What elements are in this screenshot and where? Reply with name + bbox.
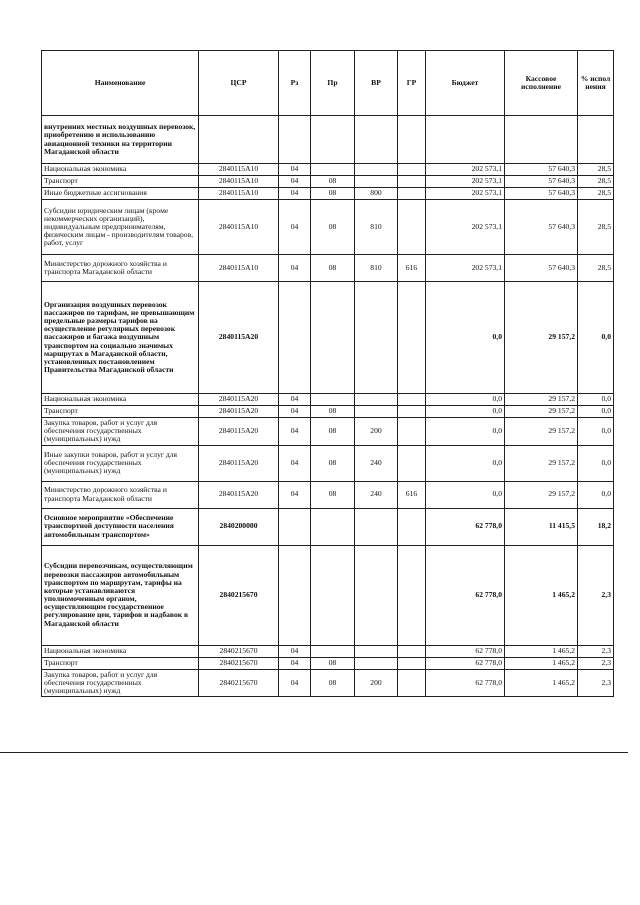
row-csr-cell: 2840115А20 [199,282,279,394]
row-csr-cell: 2840215670 [199,645,279,657]
table-row [42,282,614,394]
row-pct-cell: 28,5 [578,188,614,200]
row-name-cell: внутренних местных воздушных перевозок, приобретению и использованию авиационной техники на территории Магаданской области [42,116,199,164]
row-csr-cell: 2840115А20 [199,406,279,418]
row-pr-cell [311,545,355,645]
row-pr-cell: 08 [311,481,355,508]
row-pct-cell: 28,5 [578,176,614,188]
header-name: Наименование [42,51,199,116]
table-row [42,545,614,645]
row-gr-cell [398,188,426,200]
table-row [42,255,614,282]
row-csr-cell: 2840115А10 [199,255,279,282]
budget-sheet [41,50,613,697]
row-vr-cell [355,394,398,406]
row-rz-cell: 04 [279,176,311,188]
row-csr-cell: 2840215670 [199,657,279,669]
row-budget-cell: 0,0 [426,406,505,418]
row-csr-cell: 2840115А20 [199,481,279,508]
row-cash-cell: 1 465,2 [505,545,578,645]
row-pct-cell: 2,3 [578,545,614,645]
row-name-cell: Иные бюджетные ассигнования [42,188,199,200]
table-row [42,657,614,669]
header-budget: Бюджет [426,51,505,116]
budget-table [41,50,614,697]
row-cash-cell: 57 640,3 [505,176,578,188]
row-csr-cell: 2840115А10 [199,176,279,188]
row-csr-cell: 2840115А20 [199,394,279,406]
header-pr: Пр [311,51,355,116]
table-row [42,200,614,255]
row-rz-cell: 04 [279,200,311,255]
row-vr-cell: 810 [355,255,398,282]
row-budget-cell: 202 573,1 [426,200,505,255]
row-csr-cell: 2840115А10 [199,200,279,255]
row-cash-cell: 1 465,2 [505,669,578,697]
row-name-cell: Национальная экономика [42,645,199,657]
row-gr-cell [398,200,426,255]
row-cash-cell: 57 640,3 [505,164,578,176]
table-row [42,418,614,446]
row-vr-cell [355,282,398,394]
header-vr: ВР [355,51,398,116]
row-cash-cell: 1 465,2 [505,645,578,657]
row-budget-cell: 202 573,1 [426,188,505,200]
row-budget-cell: 0,0 [426,445,505,481]
row-pct-cell: 2,3 [578,657,614,669]
header-rz: Рз [279,51,311,116]
row-cash-cell: 29 157,2 [505,481,578,508]
header-cash: Кассовое исполнение [505,51,578,116]
row-pct-cell: 0,0 [578,394,614,406]
row-name-cell: Субсидии перевозчикам, осуществляющим перевозки пассажиров автомобильным транспортом по маршрутам, тарифы на которые устанавливаются уполномоченным органом, осуществляющим государственное регулирование цен, тарифов и надбавок в Магаданской области [42,545,199,645]
row-pr-cell [311,164,355,176]
row-vr-cell: 240 [355,445,398,481]
row-gr-cell [398,116,426,164]
row-gr-cell [398,418,426,446]
row-name-cell: Министерство дорожного хозяйства и транспорта Магаданской области [42,481,199,508]
row-vr-cell [355,545,398,645]
row-rz-cell [279,545,311,645]
row-csr-cell: 2840115А10 [199,188,279,200]
row-pct-cell: 0,0 [578,481,614,508]
row-gr-cell [398,282,426,394]
row-pr-cell: 08 [311,657,355,669]
row-rz-cell: 04 [279,669,311,697]
row-budget-cell: 0,0 [426,282,505,394]
row-csr-cell: 2840115А20 [199,418,279,446]
row-cash-cell: 57 640,3 [505,255,578,282]
row-name-cell: Транспорт [42,176,199,188]
row-rz-cell [279,116,311,164]
row-pr-cell [311,282,355,394]
table-row [42,176,614,188]
row-vr-cell: 200 [355,669,398,697]
row-cash-cell: 57 640,3 [505,188,578,200]
row-name-cell: Основное мероприятие «Обеспечение транспортной доступности населения автомобильным транспортом» [42,508,199,545]
row-rz-cell: 04 [279,406,311,418]
row-rz-cell: 04 [279,418,311,446]
row-vr-cell [355,406,398,418]
row-pr-cell: 08 [311,176,355,188]
row-budget-cell: 0,0 [426,394,505,406]
row-name-cell: Иные закупки товаров, работ и услуг для обеспечения государственных (муниципальных) нужд [42,445,199,481]
table-body [42,116,614,697]
row-budget-cell [426,116,505,164]
row-name-cell: Закупка товаров, работ и услуг для обеспечения государственных (муниципальных) нужд [42,418,199,446]
table-header-row [42,51,614,116]
row-pr-cell [311,116,355,164]
row-pr-cell: 08 [311,445,355,481]
row-pct-cell: 18,2 [578,508,614,545]
header-gr: ГР [398,51,426,116]
row-pct-cell: 0,0 [578,406,614,418]
row-rz-cell: 04 [279,188,311,200]
row-vr-cell [355,164,398,176]
row-rz-cell: 04 [279,164,311,176]
row-pct-cell: 0,0 [578,282,614,394]
row-budget-cell: 62 778,0 [426,545,505,645]
row-csr-cell [199,116,279,164]
row-gr-cell: 616 [398,481,426,508]
row-vr-cell [355,116,398,164]
row-rz-cell [279,282,311,394]
row-pr-cell [311,394,355,406]
row-rz-cell [279,508,311,545]
row-vr-cell [355,645,398,657]
row-pr-cell [311,645,355,657]
row-budget-cell: 62 778,0 [426,657,505,669]
row-name-cell: Транспорт [42,657,199,669]
row-pct-cell: 0,0 [578,445,614,481]
row-vr-cell [355,508,398,545]
row-budget-cell: 0,0 [426,418,505,446]
row-vr-cell: 200 [355,418,398,446]
table-row [42,394,614,406]
row-vr-cell [355,176,398,188]
table-row [42,669,614,697]
row-csr-cell: 2840115А20 [199,445,279,481]
row-csr-cell: 2840200000 [199,508,279,545]
table-row [42,188,614,200]
row-name-cell: Национальная экономика [42,394,199,406]
row-cash-cell: 29 157,2 [505,282,578,394]
row-pr-cell: 08 [311,188,355,200]
row-rz-cell: 04 [279,481,311,508]
row-gr-cell [398,445,426,481]
row-budget-cell: 202 573,1 [426,255,505,282]
row-gr-cell: 616 [398,255,426,282]
table-row [42,508,614,545]
row-budget-cell: 0,0 [426,481,505,508]
row-name-cell: Транспорт [42,406,199,418]
row-gr-cell [398,545,426,645]
row-gr-cell [398,164,426,176]
table-row [42,445,614,481]
row-gr-cell [398,394,426,406]
row-pct-cell: 0,0 [578,418,614,446]
row-pr-cell: 08 [311,255,355,282]
row-name-cell: Субсидии юридическим лицам (кроме некоммерческих организаций), индивидуальным предпринимателям, физическим лицам - производителям товаров, работ, услуг [42,200,199,255]
row-cash-cell: 57 640,3 [505,200,578,255]
table-row [42,116,614,164]
row-vr-cell: 800 [355,188,398,200]
row-pct-cell: 28,5 [578,200,614,255]
row-cash-cell [505,116,578,164]
row-budget-cell: 62 778,0 [426,508,505,545]
row-cash-cell: 29 157,2 [505,418,578,446]
row-pr-cell: 08 [311,406,355,418]
row-cash-cell: 11 415,5 [505,508,578,545]
row-vr-cell [355,657,398,669]
row-rz-cell: 04 [279,255,311,282]
row-budget-cell: 62 778,0 [426,669,505,697]
row-name-cell: Организация воздушных перевозок пассажиров по тарифам, не превышающим предельные размеры тарифов на осуществление регулярных перевозок пассажиров и багажа воздушным транспортом на социально значимых маршрутах в Магаданской области, установленных постановлением Правительства Магаданской области [42,282,199,394]
row-gr-cell [398,406,426,418]
row-pct-cell: 2,3 [578,669,614,697]
row-pct-cell: 28,5 [578,255,614,282]
row-pct-cell [578,116,614,164]
table-row [42,406,614,418]
row-name-cell: Национальная экономика [42,164,199,176]
row-gr-cell [398,669,426,697]
row-rz-cell: 04 [279,657,311,669]
row-budget-cell: 62 778,0 [426,645,505,657]
row-pct-cell: 2,3 [578,645,614,657]
table-row [42,645,614,657]
row-name-cell: Министерство дорожного хозяйства и транспорта Магаданской области [42,255,199,282]
row-cash-cell: 29 157,2 [505,445,578,481]
row-vr-cell: 240 [355,481,398,508]
row-pr-cell: 08 [311,669,355,697]
row-csr-cell: 2840215670 [199,545,279,645]
row-gr-cell [398,176,426,188]
table-row [42,481,614,508]
row-rz-cell: 04 [279,645,311,657]
row-cash-cell: 29 157,2 [505,394,578,406]
row-gr-cell [398,657,426,669]
row-budget-cell: 202 573,1 [426,176,505,188]
row-rz-cell: 04 [279,394,311,406]
row-csr-cell: 2840215670 [199,669,279,697]
row-name-cell: Закупка товаров, работ и услуг для обеспечения государственных (муниципальных) нужд [42,669,199,697]
row-pr-cell [311,508,355,545]
row-budget-cell: 202 573,1 [426,164,505,176]
row-cash-cell: 29 157,2 [505,406,578,418]
page-divider-line [0,752,628,753]
row-gr-cell [398,645,426,657]
row-csr-cell: 2840115А10 [199,164,279,176]
row-pct-cell: 28,5 [578,164,614,176]
row-cash-cell: 1 465,2 [505,657,578,669]
header-pct: % испол нения [578,51,614,116]
row-gr-cell [398,508,426,545]
header-csr: ЦСР [199,51,279,116]
table-row [42,164,614,176]
row-pr-cell: 08 [311,418,355,446]
row-rz-cell: 04 [279,445,311,481]
row-vr-cell: 810 [355,200,398,255]
row-pr-cell: 08 [311,200,355,255]
